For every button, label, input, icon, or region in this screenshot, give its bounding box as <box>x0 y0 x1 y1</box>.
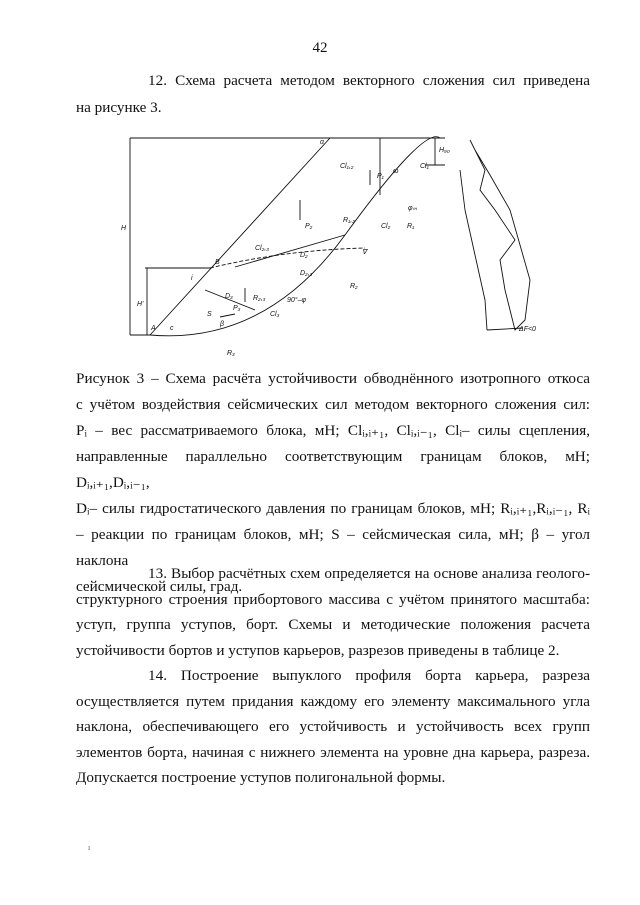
paragraph-12-number: 12. <box>148 72 167 89</box>
r12-label: R₁,₂ <box>343 217 355 224</box>
cl1-label: Cl₁ <box>420 163 429 170</box>
cl12-label: Cl₁,₂ <box>340 163 354 170</box>
r23-label: R₂,₃ <box>253 295 266 302</box>
point-b-label: B <box>215 259 220 266</box>
delta-f-label: ΔF<0 <box>519 326 536 333</box>
h-label: H <box>121 225 127 232</box>
paragraph-13-line-3: уступ, группа уступов, борт. Схемы и методические положения расчета <box>76 616 590 633</box>
slip-surface-curve <box>150 137 440 336</box>
cl23-label: Cl₂,₃ <box>255 245 269 252</box>
paragraph-12 <box>76 67 590 121</box>
angle-90-label: 90°–φ <box>287 297 307 304</box>
p3-label: P₃ <box>233 305 241 312</box>
slope-stability-diagram <box>115 130 555 360</box>
h90-label: H₉₀ <box>439 147 450 154</box>
paragraph-12-line-1-text: Схема расчета методом векторного сложения сил приведена <box>175 72 590 89</box>
paragraph-14-line-1: 14. Построение выпуклого профиля борта карьера, разреза <box>148 667 590 684</box>
alpha-label: α <box>320 139 324 146</box>
water-table-line <box>210 248 365 268</box>
paragraph-14-line-4: элементов борта, начиная с нижнего элемента на уровне дна карьера, разреза. <box>76 743 590 761</box>
beta-label: β <box>220 321 224 328</box>
h-prime-label: H' <box>137 301 144 308</box>
s-vector <box>220 314 235 317</box>
paragraph-13-line-2: структурного строения прибортового массива с учётом принятого масштаба: <box>76 590 590 608</box>
p2-label: P₂ <box>305 223 313 230</box>
paragraph-14 <box>76 663 590 791</box>
i-label: i <box>191 275 193 282</box>
caption-line-7: сейсмической силы, град. <box>76 578 243 595</box>
paragraph-13-line-4: устойчивости бортов и уступов карьеров, разрезов приведены в таблице 2. <box>76 641 560 659</box>
r2-label: R₂ <box>350 283 358 290</box>
page-number: 42 <box>312 40 328 56</box>
s-label: S <box>207 311 212 318</box>
block-boundary-2 <box>235 235 345 267</box>
omega-label: ω <box>393 168 399 175</box>
paragraph-13 <box>76 561 590 663</box>
caption-line-6: – реакции по границам блоков, мН; S – сейсмическая сила, мН; β – угол наклона <box>76 526 590 569</box>
figure-3-diagram <box>115 130 555 360</box>
phi-label: φₘ <box>408 205 417 212</box>
polygon-closing-vector <box>487 328 523 330</box>
d2-label: D₂ <box>300 252 308 259</box>
c-label: c <box>170 325 174 332</box>
d3-label: D₃ <box>225 293 233 300</box>
paragraph-14-line-3: наклона, обеспечивающего его устойчивость и устойчивость всех групп <box>76 718 590 735</box>
p1-label: P₁ <box>377 173 384 180</box>
cl3-label: Cl₃ <box>270 311 280 318</box>
d23-label: D₂,₃ <box>300 270 313 277</box>
caption-line-4: направленные параллельно соответствующим границам блоков, мН; Dᵢ,ᵢ₊₁,Dᵢ,ᵢ₋₁, <box>76 448 590 491</box>
polygon-p3-vector <box>485 300 487 330</box>
r3-label: R₃ <box>227 350 235 357</box>
point-a-label: A <box>151 325 156 332</box>
polygon-p2-vector <box>465 210 485 300</box>
caption-line-1: Рисунок 3 – Схема расчёта устойчивости обводнённого изотропного откоса <box>76 370 590 387</box>
paragraph-14-line-2: осуществляется путем придания каждому его элементу максимального угла <box>76 692 590 710</box>
paragraph-13-line-1: 13. Выбор расчётных схем определяется на основе анализа геолого- <box>148 565 590 582</box>
paragraph-14-line-5: Допускается построение уступов полигональной формы. <box>76 769 446 786</box>
caption-line-2: с учётом воздействия сейсмических сил методом векторного сложения сил: <box>76 396 590 413</box>
caption-line-5: Dᵢ– силы гидростатического давления по границам блоков, мН; Rᵢ,ᵢ₊₁,Rᵢ,ᵢ₋₁, Rᵢ <box>76 500 590 517</box>
water-symbol: ∇ <box>362 249 367 256</box>
r1-label: R₁ <box>407 223 415 230</box>
margin-mark: ı <box>88 843 91 852</box>
caption-line-3: Pᵢ – вес рассматриваемого блока, мН; Clᵢ,ᵢ₊₁, Clᵢ,ᵢ₋₁, Clᵢ– силы сцепления, <box>76 422 590 439</box>
force-polygon <box>470 140 530 330</box>
polygon-cl1-vector <box>460 170 465 210</box>
cl2-label: Cl₂ <box>381 223 391 230</box>
paragraph-12-line-2: на рисунке 3. <box>76 99 162 116</box>
paragraph-12-line-1 <box>76 67 590 94</box>
